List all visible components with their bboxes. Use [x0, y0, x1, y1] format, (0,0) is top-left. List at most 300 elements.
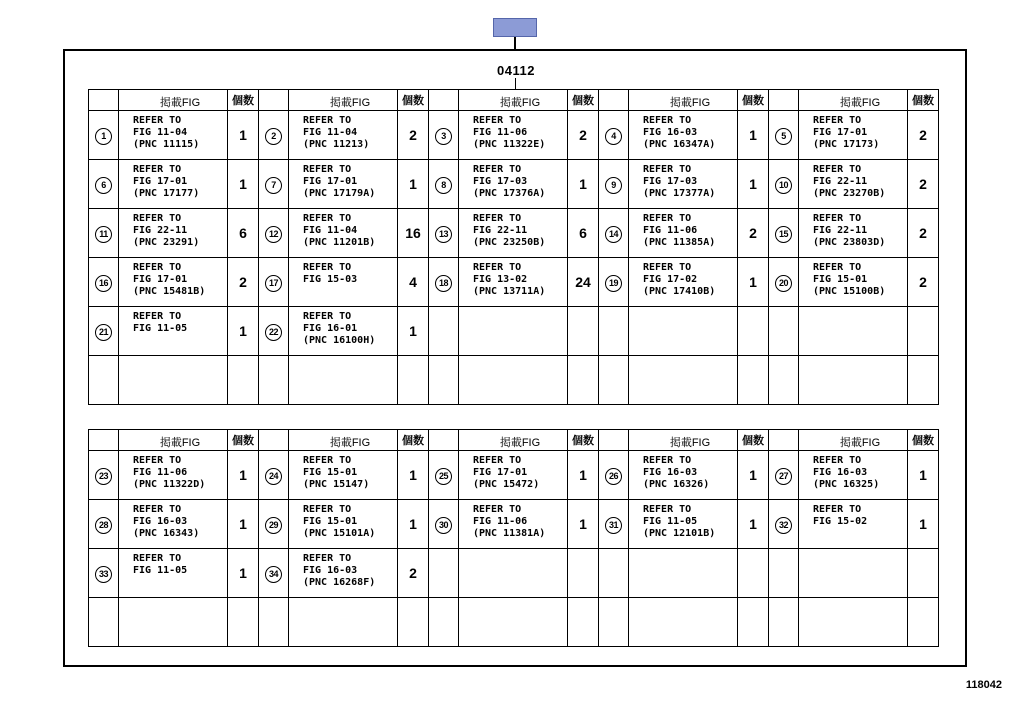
quantity-value: 1 [919, 516, 927, 532]
quantity-value: 2 [239, 274, 247, 290]
item-number-cell [769, 160, 799, 209]
item-number-cell [599, 307, 629, 356]
item-number-cell [89, 209, 119, 258]
fig-reference-text[interactable]: REFER TO FIG 16-03 (PNC 16343) [133, 504, 200, 539]
fig-reference-cell [119, 598, 228, 647]
item-number-badge[interactable]: 33 [95, 566, 112, 583]
item-number-badge[interactable]: 5 [775, 128, 792, 145]
quantity-cell [738, 598, 769, 647]
quantity-value: 2 [749, 225, 757, 241]
item-number-cell [599, 258, 629, 307]
quantity-cell [398, 549, 429, 598]
fig-reference-cell [459, 258, 568, 307]
quantity-cell [908, 307, 939, 356]
item-number-cell [599, 451, 629, 500]
item-number-cell [599, 549, 629, 598]
quantity-cell [228, 500, 259, 549]
quantity-value: 1 [409, 323, 417, 339]
fig-reference-cell [289, 307, 398, 356]
fig-reference-cell [459, 356, 568, 405]
part-number-leader-line [515, 78, 516, 89]
fig-reference-text[interactable]: REFER TO FIG 11-06 (PNC 11381A) [473, 504, 546, 539]
fig-reference-cell [629, 598, 738, 647]
quantity-value: 16 [405, 225, 421, 241]
quantity-value: 1 [579, 516, 587, 532]
quantity-value: 2 [919, 225, 927, 241]
table-row [89, 307, 939, 356]
item-number-cell [259, 160, 289, 209]
fig-reference-cell [289, 111, 398, 160]
item-number-badge[interactable]: 22 [265, 324, 282, 341]
quantity-cell [568, 258, 599, 307]
item-number-cell [259, 598, 289, 647]
fig-reference-text[interactable]: REFER TO FIG 16-03 (PNC 16268F) [303, 553, 376, 588]
item-number-cell [429, 307, 459, 356]
quantity-cell [908, 500, 939, 549]
fig-reference-cell [799, 598, 908, 647]
quantity-cell [908, 209, 939, 258]
quantity-value: 2 [919, 274, 927, 290]
fig-reference-cell [629, 451, 738, 500]
quantity-value: 2 [579, 127, 587, 143]
quantity-cell [738, 549, 769, 598]
item-number-cell [89, 160, 119, 209]
item-number-cell [599, 500, 629, 549]
fig-reference-cell [289, 549, 398, 598]
item-number-badge[interactable]: 12 [265, 226, 282, 243]
fig-reference-cell [289, 500, 398, 549]
header-fig: 掲載FIG [629, 430, 738, 451]
fig-reference-cell [119, 160, 228, 209]
quantity-value: 1 [749, 467, 757, 483]
fig-reference-cell [289, 451, 398, 500]
item-number-badge[interactable]: 34 [265, 566, 282, 583]
quantity-value: 2 [919, 176, 927, 192]
fig-reference-cell [799, 549, 908, 598]
table-header-row [89, 90, 939, 111]
item-number-cell [769, 451, 799, 500]
header-fig: 掲載FIG [289, 430, 398, 451]
fig-reference-cell [629, 549, 738, 598]
fig-reference-text[interactable]: REFER TO FIG 17-02 (PNC 17410B) [643, 262, 716, 297]
item-number-badge[interactable]: 27 [775, 468, 792, 485]
header-blank [599, 90, 629, 111]
quantity-value: 1 [409, 516, 417, 532]
fig-reference-cell [799, 307, 908, 356]
quantity-value: 6 [579, 225, 587, 241]
quantity-cell [398, 209, 429, 258]
fig-reference-cell [459, 549, 568, 598]
fig-reference-cell [119, 549, 228, 598]
item-number-cell [429, 451, 459, 500]
item-number-badge[interactable]: 21 [95, 324, 112, 341]
quantity-cell [738, 500, 769, 549]
header-fig: 掲載FIG [119, 90, 228, 111]
quantity-cell [738, 160, 769, 209]
item-number-cell [89, 598, 119, 647]
quantity-cell [908, 160, 939, 209]
item-number-cell [769, 258, 799, 307]
table-row [89, 500, 939, 549]
fig-reference-text[interactable]: REFER TO FIG 16-03 (PNC 16326) [643, 455, 710, 490]
item-number-cell [259, 500, 289, 549]
quantity-value: 1 [409, 176, 417, 192]
item-number-cell [89, 111, 119, 160]
item-number-cell [429, 111, 459, 160]
fig-reference-cell [119, 258, 228, 307]
figure-code: 118042 [965, 679, 1002, 691]
fig-reference-cell [799, 160, 908, 209]
item-number-badge[interactable]: 13 [435, 226, 452, 243]
item-number-badge[interactable]: 26 [605, 468, 622, 485]
quantity-value: 1 [239, 127, 247, 143]
reference-table-bottom [88, 429, 939, 647]
item-number-badge[interactable]: 11 [95, 226, 112, 243]
quantity-cell [908, 549, 939, 598]
quantity-cell [738, 356, 769, 405]
item-number-badge[interactable]: 31 [605, 517, 622, 534]
quantity-cell [568, 307, 599, 356]
header-fig: 掲載FIG [289, 90, 398, 111]
quantity-cell [908, 258, 939, 307]
quantity-cell [228, 356, 259, 405]
fig-reference-text[interactable]: REFER TO FIG 22-11 (PNC 23250B) [473, 213, 546, 248]
fig-reference-text[interactable]: REFER TO FIG 11-05 (PNC 12101B) [643, 504, 716, 539]
item-number-badge[interactable]: 8 [435, 177, 452, 194]
quantity-cell [738, 209, 769, 258]
fig-reference-cell [119, 209, 228, 258]
fig-reference-cell [629, 160, 738, 209]
fig-reference-text[interactable]: REFER TO FIG 11-04 (PNC 11213) [303, 115, 370, 150]
quantity-cell [568, 356, 599, 405]
quantity-cell [228, 451, 259, 500]
header-blank [769, 90, 799, 111]
table-body [89, 451, 939, 647]
item-number-cell [259, 451, 289, 500]
item-number-badge[interactable]: 24 [265, 468, 282, 485]
item-number-badge[interactable]: 23 [95, 468, 112, 485]
fig-reference-cell [289, 209, 398, 258]
table-row [89, 549, 939, 598]
quantity-value: 1 [239, 176, 247, 192]
table-row [89, 111, 939, 160]
quantity-cell [398, 598, 429, 647]
quantity-cell [398, 258, 429, 307]
fig-reference-text[interactable]: REFER TO FIG 17-03 (PNC 17376A) [473, 164, 546, 199]
quantity-cell [568, 160, 599, 209]
fig-reference-cell [289, 160, 398, 209]
header-blank [769, 430, 799, 451]
quantity-value: 1 [239, 516, 247, 532]
quantity-cell [228, 258, 259, 307]
quantity-cell [228, 111, 259, 160]
item-number-badge[interactable]: 14 [605, 226, 622, 243]
fig-reference-cell [119, 451, 228, 500]
item-number-cell [769, 111, 799, 160]
fig-reference-cell [629, 258, 738, 307]
quantity-value: 1 [239, 323, 247, 339]
header-qty: 個数 [398, 430, 429, 451]
item-number-cell [429, 598, 459, 647]
item-number-cell [599, 598, 629, 647]
fig-reference-text[interactable]: REFER TO FIG 11-06 (PNC 11322E) [473, 115, 546, 150]
item-number-badge[interactable]: 2 [265, 128, 282, 145]
header-qty: 個数 [908, 430, 939, 451]
header-fig: 掲載FIG [459, 430, 568, 451]
fig-reference-text[interactable]: REFER TO FIG 11-06 (PNC 11385A) [643, 213, 716, 248]
fig-reference-cell [799, 356, 908, 405]
item-number-badge[interactable]: 19 [605, 275, 622, 292]
item-number-badge[interactable]: 7 [265, 177, 282, 194]
item-number-cell [429, 160, 459, 209]
quantity-value: 24 [575, 274, 591, 290]
fig-reference-cell [629, 209, 738, 258]
fig-reference-cell [119, 307, 228, 356]
quantity-value: 2 [409, 127, 417, 143]
fig-reference-cell [459, 451, 568, 500]
quantity-cell [738, 307, 769, 356]
fig-reference-cell [629, 356, 738, 405]
item-number-cell [769, 500, 799, 549]
fig-reference-text[interactable]: REFER TO FIG 16-01 (PNC 16100H) [303, 311, 376, 346]
item-number-cell [769, 209, 799, 258]
item-number-cell [259, 209, 289, 258]
item-number-badge[interactable]: 15 [775, 226, 792, 243]
header-blank [259, 430, 289, 451]
header-qty: 個数 [398, 90, 429, 111]
header-blank [429, 90, 459, 111]
fig-reference-text[interactable]: REFER TO FIG 22-11 (PNC 23291) [133, 213, 200, 248]
quantity-value: 2 [919, 127, 927, 143]
fig-reference-text[interactable]: REFER TO FIG 15-01 (PNC 15101A) [303, 504, 376, 539]
fig-reference-text[interactable]: REFER TO FIG 15-01 (PNC 15147) [303, 455, 370, 490]
item-number-badge[interactable]: 32 [775, 517, 792, 534]
quantity-cell [908, 111, 939, 160]
fig-reference-cell [119, 356, 228, 405]
item-number-cell [769, 598, 799, 647]
item-number-badge[interactable]: 30 [435, 517, 452, 534]
table-row [89, 258, 939, 307]
header-fig: 掲載FIG [629, 90, 738, 111]
table-row [89, 356, 939, 405]
quantity-value: 1 [239, 565, 247, 581]
quantity-cell [908, 356, 939, 405]
table-row [89, 209, 939, 258]
header-qty: 個数 [568, 430, 599, 451]
item-number-cell [89, 356, 119, 405]
fig-reference-text[interactable]: REFER TO FIG 22-11 (PNC 23270B) [813, 164, 886, 199]
fig-reference-text[interactable]: REFER TO FIG 15-02 [813, 504, 868, 527]
quantity-cell [568, 549, 599, 598]
item-number-badge[interactable]: 17 [265, 275, 282, 292]
fig-reference-text[interactable]: REFER TO FIG 17-01 (PNC 17179A) [303, 164, 376, 199]
item-number-badge[interactable]: 9 [605, 177, 622, 194]
quantity-cell [568, 111, 599, 160]
quantity-cell [398, 356, 429, 405]
item-number-cell [769, 356, 799, 405]
fig-reference-cell [799, 451, 908, 500]
fig-reference-text[interactable]: REFER TO FIG 22-11 (PNC 23803D) [813, 213, 886, 248]
item-number-cell [259, 356, 289, 405]
header-qty: 個数 [228, 430, 259, 451]
fig-reference-cell [119, 111, 228, 160]
fig-reference-cell [459, 598, 568, 647]
item-number-cell [89, 258, 119, 307]
quantity-cell [228, 598, 259, 647]
quantity-cell [568, 598, 599, 647]
fig-reference-text[interactable]: REFER TO FIG 11-05 [133, 311, 188, 334]
quantity-cell [738, 258, 769, 307]
quantity-cell [398, 307, 429, 356]
item-number-badge[interactable]: 3 [435, 128, 452, 145]
table-row [89, 451, 939, 500]
item-number-cell [89, 451, 119, 500]
header-qty: 個数 [738, 430, 769, 451]
header-fig: 掲載FIG [119, 430, 228, 451]
header-blank [259, 90, 289, 111]
item-number-cell [429, 500, 459, 549]
item-number-cell [259, 549, 289, 598]
fig-reference-cell [119, 500, 228, 549]
quantity-cell [738, 111, 769, 160]
item-number-cell [89, 500, 119, 549]
table-row [89, 598, 939, 647]
part-number: 04112 [497, 63, 535, 78]
quantity-cell [228, 160, 259, 209]
fig-reference-cell [289, 598, 398, 647]
item-number-badge[interactable]: 28 [95, 517, 112, 534]
fig-reference-text[interactable]: REFER TO FIG 17-01 (PNC 17173) [813, 115, 880, 150]
quantity-cell [398, 451, 429, 500]
header-blank [429, 430, 459, 451]
quantity-cell [398, 500, 429, 549]
item-number-badge[interactable]: 20 [775, 275, 792, 292]
item-number-cell [429, 209, 459, 258]
quantity-cell [738, 451, 769, 500]
item-number-badge[interactable]: 18 [435, 275, 452, 292]
quantity-value: 4 [409, 274, 417, 290]
quantity-value: 1 [919, 467, 927, 483]
item-number-badge[interactable]: 6 [95, 177, 112, 194]
header-blank [89, 430, 119, 451]
fig-reference-text[interactable]: REFER TO FIG 11-06 (PNC 11322D) [133, 455, 206, 490]
item-number-cell [429, 549, 459, 598]
quantity-value: 1 [579, 467, 587, 483]
item-number-badge[interactable]: 10 [775, 177, 792, 194]
quantity-value: 1 [579, 176, 587, 192]
quantity-value: 1 [749, 176, 757, 192]
item-number-cell [89, 307, 119, 356]
fig-reference-text[interactable]: REFER TO FIG 13-02 (PNC 13711A) [473, 262, 546, 297]
quantity-value: 1 [749, 274, 757, 290]
header-fig: 掲載FIG [799, 430, 908, 451]
fig-reference-text[interactable]: REFER TO FIG 17-01 (PNC 15481B) [133, 262, 206, 297]
header-qty: 個数 [568, 90, 599, 111]
header-blank [599, 430, 629, 451]
quantity-cell [568, 500, 599, 549]
item-number-badge[interactable]: 16 [95, 275, 112, 292]
header-qty: 個数 [908, 90, 939, 111]
fig-reference-cell [629, 307, 738, 356]
item-number-cell [599, 111, 629, 160]
item-number-badge[interactable]: 1 [95, 128, 112, 145]
quantity-cell [228, 307, 259, 356]
fig-reference-text[interactable]: REFER TO FIG 17-03 (PNC 17377A) [643, 164, 716, 199]
quantity-value: 6 [239, 225, 247, 241]
fig-reference-cell [459, 111, 568, 160]
header-blank [89, 90, 119, 111]
fig-reference-cell [629, 500, 738, 549]
quantity-value: 1 [409, 467, 417, 483]
fig-reference-text[interactable]: REFER TO FIG 16-03 (PNC 16347A) [643, 115, 716, 150]
fig-reference-text[interactable]: REFER TO FIG 11-05 [133, 553, 188, 576]
item-number-badge[interactable]: 4 [605, 128, 622, 145]
item-number-cell [259, 307, 289, 356]
item-number-cell [259, 258, 289, 307]
fig-reference-text[interactable]: REFER TO FIG 17-01 (PNC 17177) [133, 164, 200, 199]
fig-reference-cell [799, 209, 908, 258]
fig-reference-text[interactable]: REFER TO FIG 16-03 (PNC 16325) [813, 455, 880, 490]
quantity-cell [908, 598, 939, 647]
fig-reference-cell [459, 160, 568, 209]
fig-reference-cell [799, 500, 908, 549]
item-number-cell [769, 549, 799, 598]
fig-reference-cell [799, 111, 908, 160]
item-number-cell [89, 549, 119, 598]
quantity-value: 1 [749, 127, 757, 143]
quantity-cell [908, 451, 939, 500]
quantity-cell [398, 160, 429, 209]
table-row [89, 160, 939, 209]
quantity-value: 1 [749, 516, 757, 532]
item-number-badge[interactable]: 29 [265, 517, 282, 534]
fig-reference-cell [799, 258, 908, 307]
header-fig: 掲載FIG [459, 90, 568, 111]
item-number-cell [259, 111, 289, 160]
fig-reference-text[interactable]: REFER TO FIG 11-04 (PNC 11201B) [303, 213, 376, 248]
fig-reference-text[interactable]: REFER TO FIG 15-01 (PNC 15100B) [813, 262, 886, 297]
item-number-cell [769, 307, 799, 356]
item-number-cell [599, 209, 629, 258]
fig-reference-cell [289, 356, 398, 405]
fig-reference-cell [459, 307, 568, 356]
fig-reference-cell [289, 258, 398, 307]
header-qty: 個数 [228, 90, 259, 111]
callout-tag[interactable] [493, 18, 537, 37]
item-number-cell [599, 160, 629, 209]
table-header-row [89, 430, 939, 451]
fig-reference-cell [459, 209, 568, 258]
fig-reference-cell [629, 111, 738, 160]
quantity-cell [398, 111, 429, 160]
item-number-cell [429, 258, 459, 307]
header-fig: 掲載FIG [799, 90, 908, 111]
quantity-value: 2 [409, 565, 417, 581]
quantity-cell [568, 451, 599, 500]
fig-reference-text[interactable]: REFER TO FIG 15-03 [303, 262, 358, 285]
item-number-badge[interactable]: 25 [435, 468, 452, 485]
fig-reference-text[interactable]: REFER TO FIG 11-04 (PNC 11115) [133, 115, 200, 150]
table-body [89, 111, 939, 405]
header-qty: 個数 [738, 90, 769, 111]
quantity-cell [228, 209, 259, 258]
item-number-cell [429, 356, 459, 405]
item-number-cell [599, 356, 629, 405]
fig-reference-text[interactable]: REFER TO FIG 17-01 (PNC 15472) [473, 455, 540, 490]
quantity-cell [568, 209, 599, 258]
quantity-cell [228, 549, 259, 598]
quantity-value: 1 [239, 467, 247, 483]
